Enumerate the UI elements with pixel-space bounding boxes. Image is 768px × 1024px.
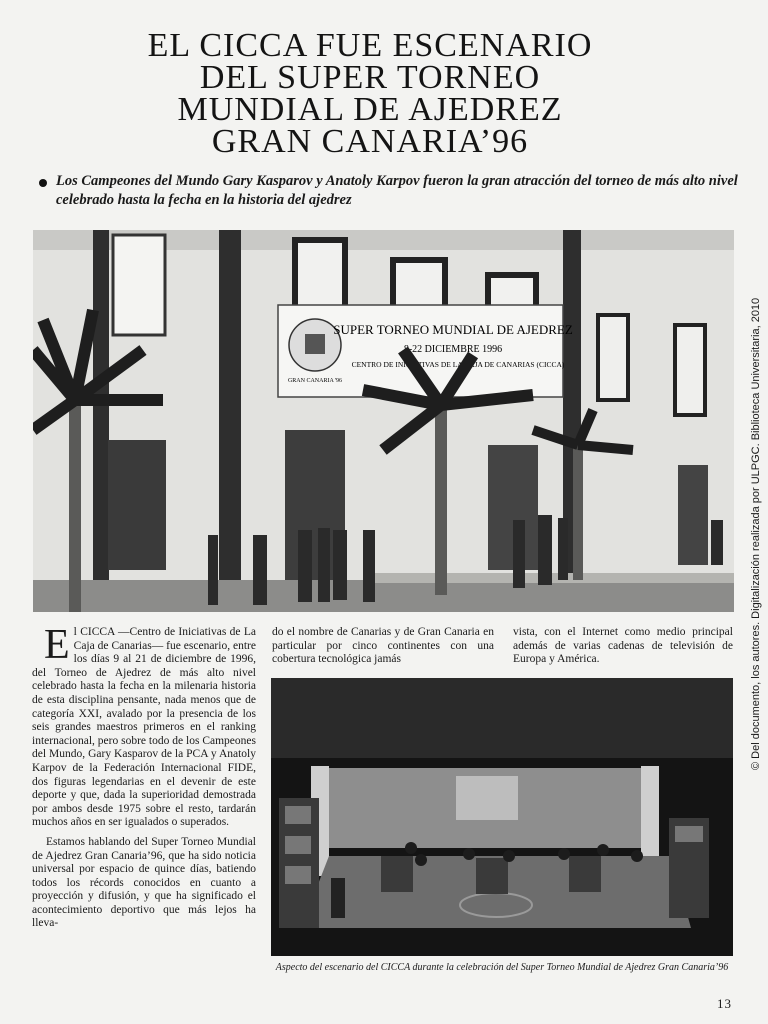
article-subtitle: Los Campeones del Mundo Gary Kasparov y Anatoly Karpov fueron la gran atracción del torneo de más alto nivel celebrado hasta la fecha en la historia del ajedrez: [56, 173, 738, 208]
paragraph: El CICCA —Centro de Iniciativas de La Caja de Canarias— fue escenario, entre los días 9 al 21 de diciembre de 1996, del Torneo de Ajedrez de más alto nivel celebrado hasta la fecha en la milenaria historia de esta disciplina pensante, nada menos que de categoría XXI, avalado por la presencia de los seis grandes maestros primeros en el ranking internacional, pero sobre todo de los Campeones del Mundo, Gary Kasparov de la PCA y Anatoly Karpov de la Federación Internacional FIDE, dos figuras legendarias en el devenir de este deporte y que, dada la superioridad demostrada por ambos desde 1975 sobre el resto, tardarán muchos años en ser igualados o superados.: [32, 622, 256, 829]
building-photo: [33, 230, 734, 612]
text-column-2: [272, 626, 494, 673]
stage-photo: [271, 678, 733, 956]
paragraph: vista, con el Internet como medio principal además de varias cadenas de televisión de Europa y América.: [513, 626, 733, 666]
article-title: [20, 27, 720, 160]
text-column-3: [513, 626, 733, 673]
title-line: MUNDIAL DE AJEDREZ: [177, 91, 563, 128]
copyright-note: © Del documento, los autores. Digitalización realizada por ULPGC. Biblioteca Universitaria, 2010: [750, 297, 762, 770]
title-line: DEL SUPER TORNEO: [199, 59, 541, 96]
banner-organizer: CENTRO DE INICIATIVAS DE LA CAJA DE CANARIAS (CICCA): [351, 360, 565, 369]
text-column-1: [32, 622, 256, 937]
page-number: 13: [717, 996, 732, 1011]
banner-title: SUPER TORNEO MUNDIAL DE AJEDREZ: [333, 322, 573, 337]
paragraph: Estamos hablando del Super Torneo Mundial de Ajedrez Gran Canaria’96, que ha sido noticia universal por espacio de quince días, batiendo todos los récords conocidos en cuanto a proyección y difusión, y que ha significado el acontecimiento deportivo que más lejos ha lleva-: [32, 835, 256, 930]
bullet-icon: [36, 176, 50, 190]
drop-cap: E: [44, 622, 70, 668]
photo-caption: Aspecto del escenario del CICCA durante la celebración del Super Torneo Mundial de Ajedrez Gran Canaria’96: [275, 962, 729, 973]
title-line: GRAN CANARIA’96: [211, 123, 529, 160]
banner-dates: 8-22 DICIEMBRE 1996: [403, 344, 503, 355]
banner-logo-text: GRAN CANARIA '96: [287, 378, 343, 384]
paragraph: do el nombre de Canarias y de Gran Canaria en particular por cinco continentes con una cobertura tecnológica jamás: [272, 626, 494, 666]
title-line: EL CICCA FUE ESCENARIO: [147, 27, 593, 64]
